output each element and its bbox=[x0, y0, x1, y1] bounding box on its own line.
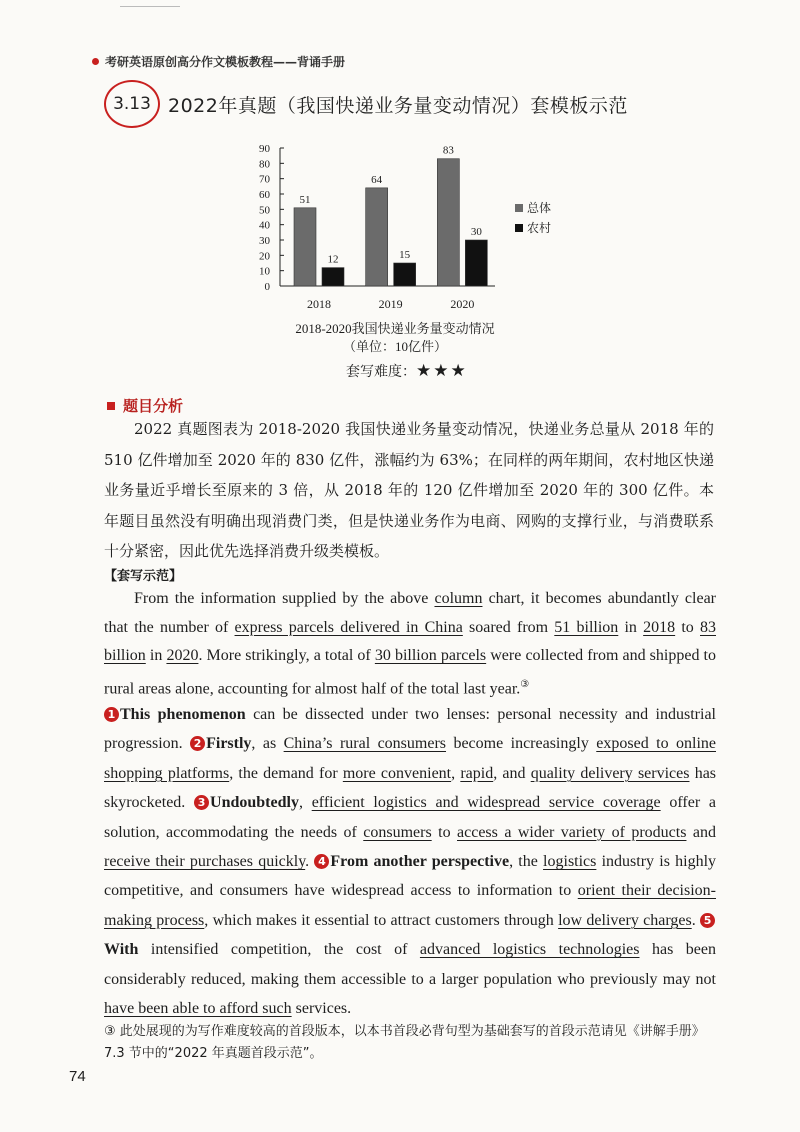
bar-农村-2018 bbox=[322, 268, 344, 286]
y-tick-label: 80 bbox=[259, 158, 270, 171]
bar-总体-2020 bbox=[437, 159, 459, 286]
text: , which makes it essential to attract customers through bbox=[204, 911, 559, 929]
text: services. bbox=[291, 1000, 352, 1018]
sample-paragraph-2 bbox=[104, 700, 716, 1023]
underlined-phrase: have been able to afford such bbox=[104, 1000, 292, 1018]
y-tick-label: 70 bbox=[259, 173, 270, 186]
step-number-badge: 2 bbox=[190, 736, 205, 751]
text: , as bbox=[251, 735, 284, 753]
analysis-heading-text: 题目分析 bbox=[123, 397, 184, 415]
bold-phrase: With bbox=[104, 941, 139, 959]
legend-label: 农村 bbox=[527, 221, 552, 235]
square-bullet-icon bbox=[107, 402, 115, 410]
y-tick-label: 0 bbox=[264, 281, 270, 293]
underlined-phrase: 51 billion bbox=[554, 618, 619, 636]
bold-phrase: From another perspective bbox=[330, 853, 510, 871]
section-number-badge bbox=[104, 80, 160, 128]
bar-农村-2019 bbox=[394, 263, 416, 286]
x-tick-label: 2020 bbox=[450, 297, 475, 311]
section-title: 2022年真题（我国快递业务量变动情况）套模板示范 bbox=[168, 94, 628, 117]
text: has been considerably reduced, making them accessible to a larger population who previously may not bbox=[104, 941, 716, 988]
underlined-phrase: 30 billion parcels bbox=[374, 647, 487, 664]
bar-value-label: 12 bbox=[327, 253, 339, 266]
text: , bbox=[451, 764, 461, 782]
chart-subtitle: （单位：10亿件） bbox=[342, 339, 447, 354]
text: , and bbox=[493, 764, 531, 782]
text: , the bbox=[509, 853, 544, 871]
legend-swatch bbox=[515, 204, 523, 212]
text: become increasingly bbox=[446, 735, 597, 753]
text: has skyrocketed. bbox=[104, 764, 717, 812]
step-number-badge: 4 bbox=[314, 854, 329, 869]
underlined-phrase: express parcels delivered in China bbox=[234, 618, 463, 636]
bar-总体-2018 bbox=[294, 208, 316, 286]
x-tick-label: 2018 bbox=[307, 297, 331, 311]
footnote-marker: ③ bbox=[520, 678, 530, 690]
text: offer a solution, accommodating the needs of bbox=[104, 794, 717, 841]
text: soared from bbox=[462, 618, 555, 636]
underlined-phrase: rapid bbox=[460, 764, 494, 782]
underlined-phrase: consumers bbox=[363, 823, 432, 841]
underlined-phrase: column bbox=[434, 590, 483, 607]
underlined-phrase: China’s rural consumers bbox=[283, 735, 447, 753]
text: can be dissected under two lenses: personal necessity and industrial progression. bbox=[104, 706, 716, 753]
text: chart, it becomes abundantly clear that the number of bbox=[104, 590, 717, 636]
bar-农村-2020 bbox=[465, 240, 487, 286]
bar-value-label: 51 bbox=[299, 193, 311, 206]
bar-总体-2019 bbox=[366, 188, 388, 286]
text: intensified competition, the cost of bbox=[138, 941, 420, 959]
section-number: 3.13 bbox=[113, 94, 151, 114]
footnote: ③ 此处展现的为写作难度较高的首段版本，以本书首段必背句型为基础套写的首段示范请见《讲解手册》7.3 节中的“2022 年真题首段示范”。 bbox=[104, 1024, 705, 1061]
x-tick-label: 2019 bbox=[378, 297, 403, 311]
analysis-heading bbox=[107, 395, 183, 416]
text: , the demand for bbox=[229, 764, 343, 782]
underlined-phrase: 83 billion bbox=[104, 618, 716, 664]
bar-value-label: 30 bbox=[470, 226, 482, 238]
legend-swatch bbox=[515, 224, 523, 232]
bold-phrase: Undoubtedly bbox=[210, 794, 299, 812]
underlined-phrase: orient their decision-making process bbox=[104, 882, 716, 929]
underlined-phrase: 2018 bbox=[643, 618, 676, 636]
analysis-paragraph: 2022 真题图表为 2018-2020 我国快递业务量变动情况，快递业务总量从 2018 年的 510 亿件增加至 2020 年的 830 亿件，涨幅约为 63%；在同样的两年期间，农村地区快递业务量近乎增长至原来的 3 倍，从 2018 年的 120 亿件增加至 2020 年的 300 亿件。本年题目虽然没有明确出现消费门类，但是快递业务作为电商、网购的支撑行业，与消费联系十分紧密，因此优先选择消费升级类模板。 bbox=[104, 420, 714, 560]
y-tick-label: 10 bbox=[259, 265, 270, 278]
bold-phrase: Firstly bbox=[206, 735, 252, 753]
bar-value-label: 83 bbox=[442, 144, 454, 157]
underlined-phrase: more convenient bbox=[342, 764, 452, 782]
step-number-badge: 1 bbox=[104, 707, 119, 722]
difficulty-rating bbox=[346, 361, 468, 381]
text: were collected from and shipped to rural areas alone, accounting for almost half of the total last year. bbox=[104, 647, 717, 697]
difficulty-label: 套写难度： bbox=[346, 364, 416, 380]
bold-phrase: This phenomenon bbox=[120, 706, 246, 723]
y-tick-label: 90 bbox=[259, 143, 270, 155]
underlined-phrase: low delivery charges bbox=[558, 911, 692, 929]
text: to bbox=[431, 823, 458, 841]
step-number-badge: 5 bbox=[700, 913, 715, 928]
text: in bbox=[618, 618, 644, 636]
chart-title: 2018-2020我国快递业务量变动情况 bbox=[295, 321, 495, 336]
legend-label: 总体 bbox=[527, 201, 552, 215]
underlined-phrase: access a wider variety of products bbox=[457, 823, 687, 841]
section-title-row bbox=[104, 80, 628, 128]
text: to bbox=[675, 618, 700, 636]
sample-paragraph-1 bbox=[104, 585, 716, 703]
y-tick-label: 30 bbox=[259, 235, 270, 247]
sample-heading: 【套写示范】 bbox=[104, 569, 183, 584]
y-tick-label: 50 bbox=[259, 204, 270, 217]
book-title: 考研英语原创高分作文模板教程——背诵手册 bbox=[105, 55, 346, 69]
running-header bbox=[92, 53, 345, 70]
underlined-phrase: efficient logistics and widespread service coverage bbox=[311, 794, 661, 812]
bar-value-label: 15 bbox=[399, 249, 411, 261]
header-bullet bbox=[92, 58, 99, 65]
text: , bbox=[298, 794, 312, 812]
underlined-phrase: quality delivery services bbox=[530, 764, 690, 782]
y-tick-label: 60 bbox=[259, 189, 270, 201]
top-rule bbox=[120, 6, 180, 7]
text: . bbox=[691, 911, 701, 929]
bar-chart bbox=[240, 138, 570, 318]
difficulty-stars: ★★★ bbox=[416, 361, 468, 381]
page-number: 74 bbox=[69, 1068, 86, 1085]
underlined-phrase: logistics bbox=[543, 853, 597, 871]
text: . More strikingly, a total of bbox=[198, 647, 375, 664]
y-tick-label: 40 bbox=[259, 219, 270, 232]
underlined-phrase: receive their purchases quickly bbox=[104, 853, 306, 871]
text: and bbox=[686, 823, 716, 841]
underlined-phrase: advanced logistics technologies bbox=[419, 941, 640, 959]
text: . bbox=[305, 853, 315, 871]
text: industry is highly competitive, and consumers have widespread access to information to bbox=[104, 853, 717, 900]
text: in bbox=[145, 647, 167, 664]
y-tick-label: 20 bbox=[259, 250, 270, 263]
step-number-badge: 3 bbox=[194, 795, 209, 810]
underlined-phrase: exposed to online shopping platforms bbox=[104, 735, 716, 782]
underlined-phrase: 2020 bbox=[166, 647, 199, 664]
bar-value-label: 64 bbox=[371, 173, 383, 186]
text: From the information supplied by the above bbox=[134, 590, 435, 607]
